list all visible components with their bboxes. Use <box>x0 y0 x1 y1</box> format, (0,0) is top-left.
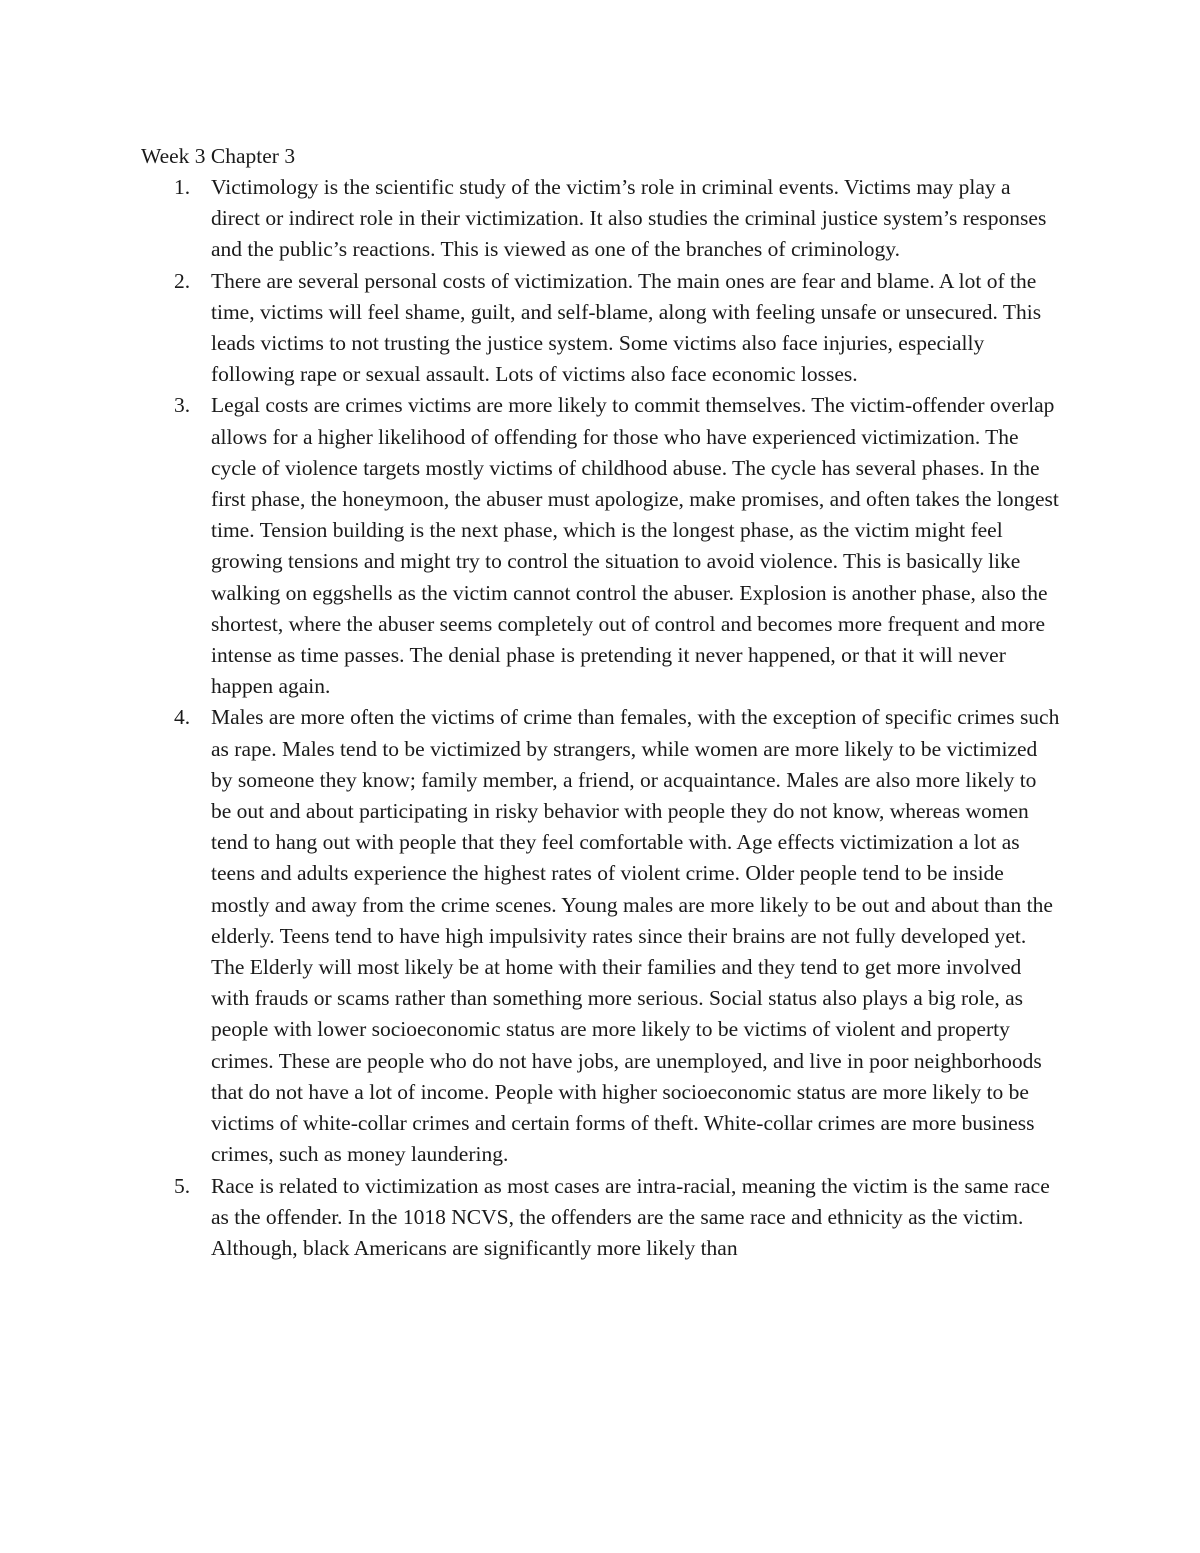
numbered-list <box>141 172 1061 1264</box>
document-title: Week 3 Chapter 3 <box>141 144 296 168</box>
list-item <box>141 266 1061 391</box>
list-item-text: Victimology is the scientific study of the victim’s role in criminal events. Victims may play a direct or indirect role in their victimization. It also studies the criminal justice system’s responses and the public’s reactions. This is viewed as one of the branches of criminology. <box>211 175 1047 262</box>
list-item-text: Males are more often the victims of crime than females, with the exception of specific crimes such as rape. Males tend to be victimized by strangers, while women are more likely to be victimized by someone they know; family member, a friend, or acquaintance. Males are also more likely to be out and about participating in risky behavior with people they do not know, whereas women tend to hang out with people that they feel comfortable with. Age effects victimization a lot as teens and adults experience the highest rates of violent crime. Older people tend to be inside mostly and away from the crime scenes. Young males are more likely to be out and about than the elderly. Teens tend to have high impulsivity rates since their brains are not fully developed yet. The Elderly will most likely be at home with their families and they tend to get more involved with frauds or scams rather than something more serious. Social status also plays a big role, as people with lower socioeconomic status are more likely to be victims of violent and property crimes. These are people who do not have jobs, are unemployed, and live in poor neighborhoods that do not have a lot of income. People with higher socioeconomic status are more likely to be victims of white-collar crimes and certain forms of theft. White-collar crimes are more business crimes, such as money laundering. <box>211 705 1060 1167</box>
list-item <box>141 390 1061 702</box>
list-item <box>141 172 1061 266</box>
list-item-number: 4. <box>174 705 191 730</box>
list-item-number: 2. <box>174 268 191 293</box>
list-item-number: 5. <box>174 1173 191 1198</box>
list-item-text: Legal costs are crimes victims are more likely to commit themselves. The victim-offender overlap allows for a higher likelihood of offending for those who have experienced victimization. The cycle of violence targets mostly victims of childhood abuse. The cycle has several phases. In the first phase, the honeymoon, the abuser must apologize, make promises, and often takes the longest time. Tension building is the next phase, which is the longest phase, as the victim might feel growing tensions and might try to control the situation to avoid violence. This is basically like walking on eggshells as the victim cannot control the abuser. Explosion is another phase, also the shortest, where the abuser seems completely out of control and becomes more frequent and more intense as time passes. The denial phase is pretending it never happened, or that it will never happen again. <box>211 393 1059 699</box>
list-item-number: 1. <box>174 175 191 199</box>
list-item-number: 3. <box>174 393 191 418</box>
list-item <box>141 702 1061 1170</box>
list-item <box>141 1171 1061 1265</box>
list-item-text: Race is related to victimization as most cases are intra-racial, meaning the victim is the same race as the offender. In the 1018 NCVS, the offenders are the same race and ethnicity as the victim. Although, black Americans are significantly more likely than <box>211 1173 1050 1260</box>
list-item-text: There are several personal costs of victimization. The main ones are fear and blame. A lot of the time, victims will feel shame, guilt, and self-blame, along with feeling unsafe or unsecured. This leads victims to not trusting the justice system. Some victims also face injuries, especially following rape or sexual assault. Lots of victims also face economic losses. <box>211 268 1042 387</box>
